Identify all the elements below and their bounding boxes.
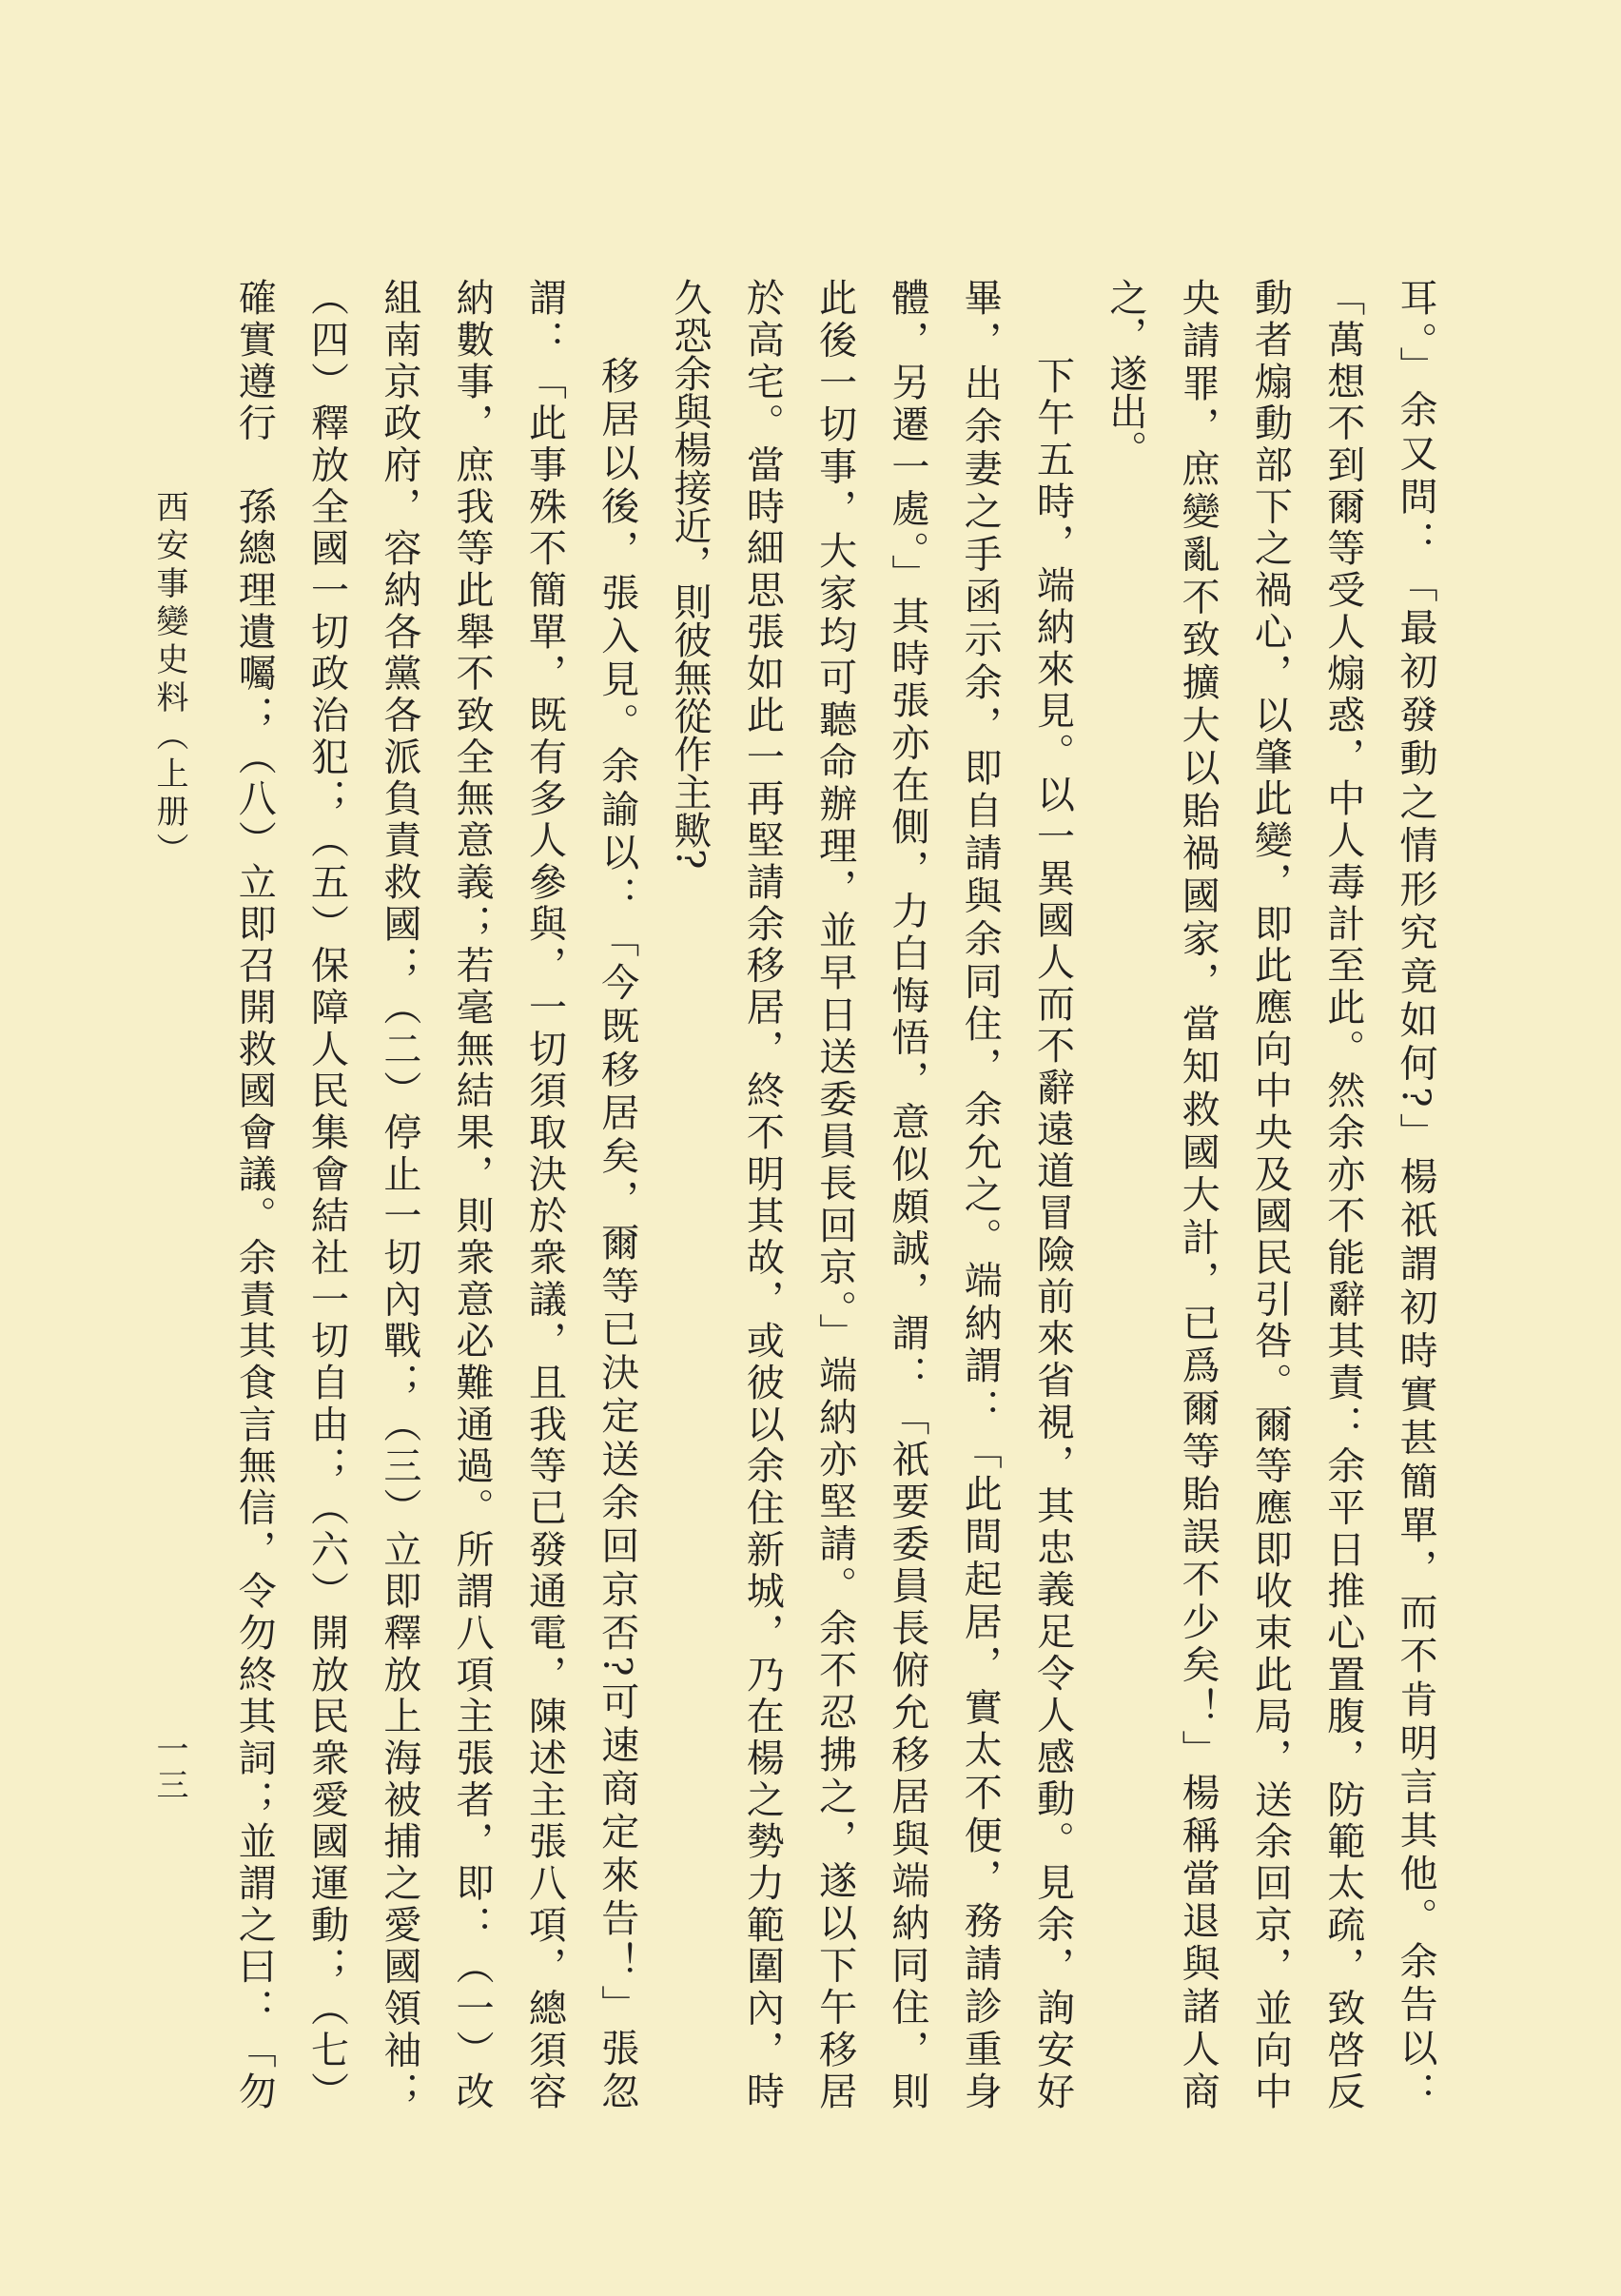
text-column: 納數事，庶我等此舉不致全無意義；若毫無結果，則衆意必難通過。所謂八項主張者，即：（一）改 — [450, 278, 495, 2110]
text-column: 動者煽動部下之禍心，以肇此變，即此應向中央及國民引咎。爾等應即收束此局，送余回京，並向中 — [1248, 278, 1293, 2110]
text-column: 確實遵行 孫總理遺囑；（八）立即召開救國會議。余責其食言無信，令勿終其詞；並謂之曰：「勿 — [232, 278, 277, 2110]
text-column: 移居以後，張入見。余諭以：「今既移居矣，爾等已決定送余回京否?可速商定來告！」張忽 — [595, 356, 639, 2110]
text-column: 謂：「此事殊不簡單，既有多人參與，一切須取決於衆議，且我等已發通電，陳述主張八項，總須容 — [522, 278, 567, 2110]
text-column: 之，遂出。 — [1103, 278, 1147, 468]
text-column: 耳。」余又問：「最初發動之情形究竟如何?」楊祇謂初時實甚簡單，而不肯明言其他。余告以： — [1394, 278, 1437, 2110]
text-column: 久恐余與楊接近，則彼無從作主歟? — [668, 278, 713, 870]
text-column: 「萬想不到爾等受人煽惑，中人毒計至此。然余亦不能辭其責：余平日推心置腹，防範太疏，致啓反 — [1320, 278, 1365, 2110]
vertical-text-body — [218, 278, 1452, 2110]
text-column: 畢，出余妻之手函示余，即自請與余同住，余允之。端納謂：「此間起居，實太不便，務請診重身 — [958, 278, 1003, 2110]
text-column: （四）釋放全國一切政治犯；（五）保障人民集會結社一切自由；（六）開放民衆愛國運動；（七） — [304, 278, 349, 2110]
text-column: 體，另遷一處。」其時張亦在側，力白悔悟，意似頗誠，謂：「祇要委員長俯允移居與端納同住，則 — [885, 278, 929, 2110]
text-column: 此後一切事，大家均可聽命辦理，並早日送委員長回京。」端納亦堅請。余不忍拂之，遂以下午移居 — [812, 278, 857, 2110]
text-column: 於高宅。當時細思張如此一再堅請余移居，終不明其故，或彼以余住新城，乃在楊之勢力範圍內，時 — [740, 278, 785, 2110]
text-column: 下午五時，端納來見。以一異國人而不辭遠道冒險前來省視，其忠義足令人感動。見余，詢安好 — [1030, 356, 1075, 2110]
text-column: 組南京政府，容納各黨各派負責救國；（二）停止一切內戰；（三）立即釋放上海被捕之愛國領袖； — [377, 278, 421, 2110]
text-column: 央請罪，庶變亂不致擴大以貽禍國家，當知救國大計，已爲爾等貽誤不少矣！」楊稱當退與諸人商 — [1176, 278, 1221, 2110]
page-number: 一三 — [150, 1732, 188, 1804]
running-footer-title: 西安事變史料（上册） — [150, 490, 188, 871]
